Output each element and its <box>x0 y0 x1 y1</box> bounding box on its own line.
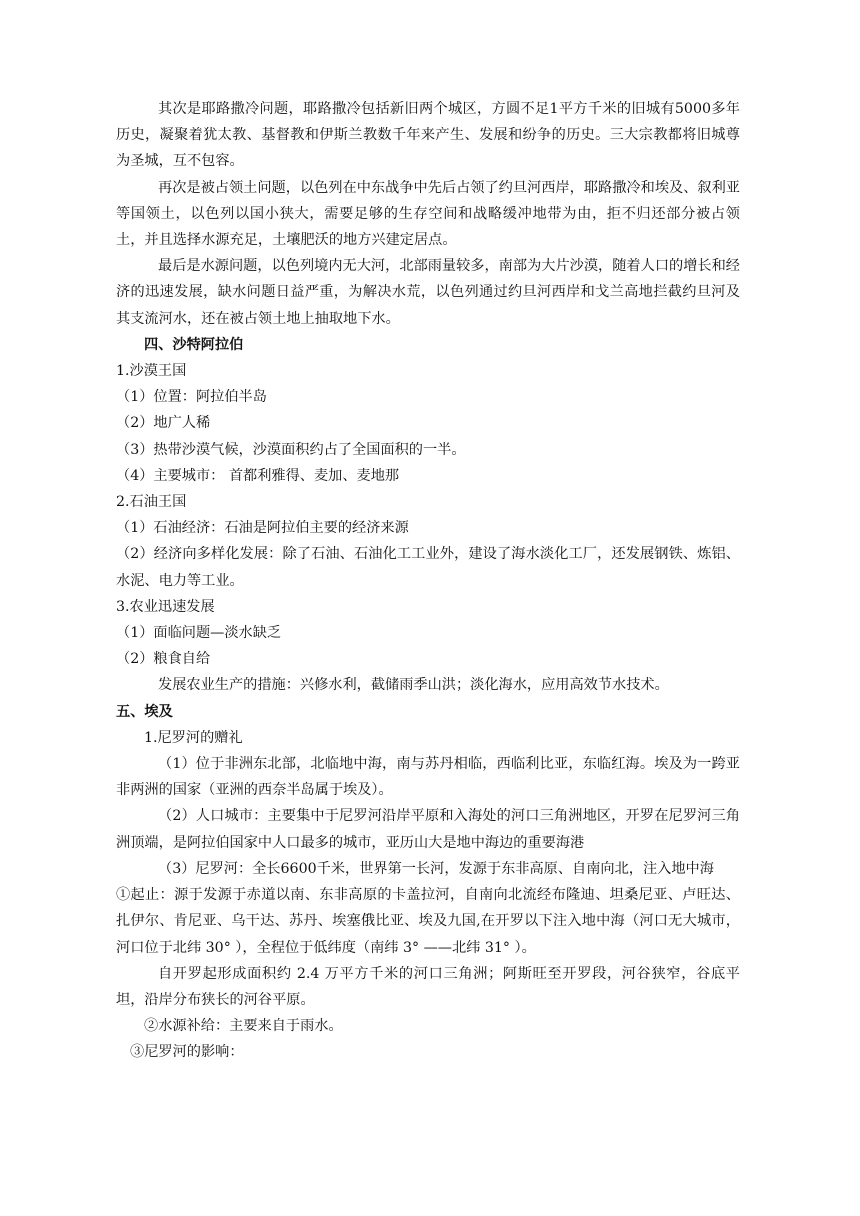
subheading-desert-kingdom: 1.沙漠王国 <box>116 363 187 380</box>
item-population-cities: （2）人口城市：主要集中于尼罗河沿岸平原和入海处的河口三角洲地区，开罗在尼罗河三角洲顶端，是阿拉伯国家中人口最多的城市，亚历山大是地中海边的重要海港 <box>116 808 740 851</box>
paragraph-nile-delta: 自开罗起形成面积约 2.4 万平方千米的河口三角洲；阿斯旺至开罗段，河谷狭窄，谷底平坦，沿岸分布狭长的河谷平原。 <box>116 965 740 1008</box>
paragraph-occupied-territories: 再次是被占领土问题，以色列在中东战争中先后占领了约旦河西岸，耶路撒冷和埃及、叙利亚等国领土，以色列以国小狭大，需要足够的生存空间和战略缓冲地带为由，拒不归还部分被占领土，并且选择水源充足，土壤肥沃的地方兴建定居点。 <box>116 179 740 249</box>
paragraph-jerusalem: 其次是耶路撒冷问题，耶路撒冷包括新旧两个城区，方圆不足1平方千米的旧城有5000多年历史，凝聚着犹太教、基督教和伊斯兰教数千年来产生、发展和纷争的历史。三大宗教都将旧城尊为圣城，互不包容。 <box>116 101 740 170</box>
paragraph-agriculture-measures: 发展农业生产的措施：兴修水利，截储雨季山洪；淡化海水，应用高效节水技术。 <box>158 677 669 694</box>
item-location: （1）位置：阿拉伯半岛 <box>116 389 267 406</box>
subheading-agriculture: 3.农业迅速发展 <box>116 598 215 615</box>
item-major-cities: （4）主要城市： 首都利雅得、麦加、麦地那 <box>116 467 400 484</box>
item-oil-economy: （1）石油经济：石油是阿拉伯主要的经济来源 <box>116 520 409 537</box>
item-nile-influence: ③尼罗河的影响： <box>130 1044 244 1061</box>
paragraph-water-issue: 最后是水源问题，以色列境内无大河，北部雨量较多，南部为大片沙漠，随着人口的增长和经济的迅速发展，缺水问题日益严重，为解决水荒，以色列通过约旦河西岸和戈兰高地拦截约旦河及其支流河水，还在被占领土地上抽取地下水。 <box>116 258 740 327</box>
heading-egypt: 五、埃及 <box>116 703 173 720</box>
heading-saudi-arabia: 四、沙特阿拉伯 <box>144 336 244 353</box>
item-sparse-population: （2）地广人稀 <box>116 415 211 432</box>
item-egypt-location: （1）位于非洲东北部，北临地中海，南与苏丹相临，西临利比亚，东临红海。埃及为一跨亚非两洲的国家（亚洲的西奈半岛属于埃及）。 <box>116 756 740 799</box>
item-nile-river: （3）尼罗河：全长6600千米，世界第一长河，发源于东非高原、自南向北，注入地中海 <box>158 860 714 877</box>
item-water-shortage: （1）面临问题—淡水缺乏 <box>116 625 282 642</box>
document-page <box>116 96 740 1066</box>
item-water-supply: ②水源补给：主要来自于雨水。 <box>144 1018 343 1035</box>
subheading-oil-kingdom: 2.石油王国 <box>116 494 187 511</box>
item-nile-source-mouth: ①起止：源于发源于赤道以南、东非高原的卡盖拉河，自南向北流经布隆迪、坦桑尼亚、卢旺达、扎伊尔、肯尼亚、乌干达、苏丹、埃塞俄比亚、埃及九国,在开罗以下注入地中海（河口无大城市，河口位于北纬 30° ），全程位于低纬度（南纬 3° ——北纬 31° ）。 <box>116 887 740 956</box>
item-diversified-economy: （2）经济向多样化发展：除了石油、石油化工工业外，建设了海水淡化工厂，还发展钢铁、炼铝、水泥、电力等工业。 <box>116 546 740 589</box>
subheading-nile-gift: 1.尼罗河的赠礼 <box>144 729 243 746</box>
item-desert-climate: （3）热带沙漠气候，沙漠面积约占了全国面积的一半。 <box>116 441 466 458</box>
item-food-self-sufficiency: （2）粮食自给 <box>116 651 211 668</box>
